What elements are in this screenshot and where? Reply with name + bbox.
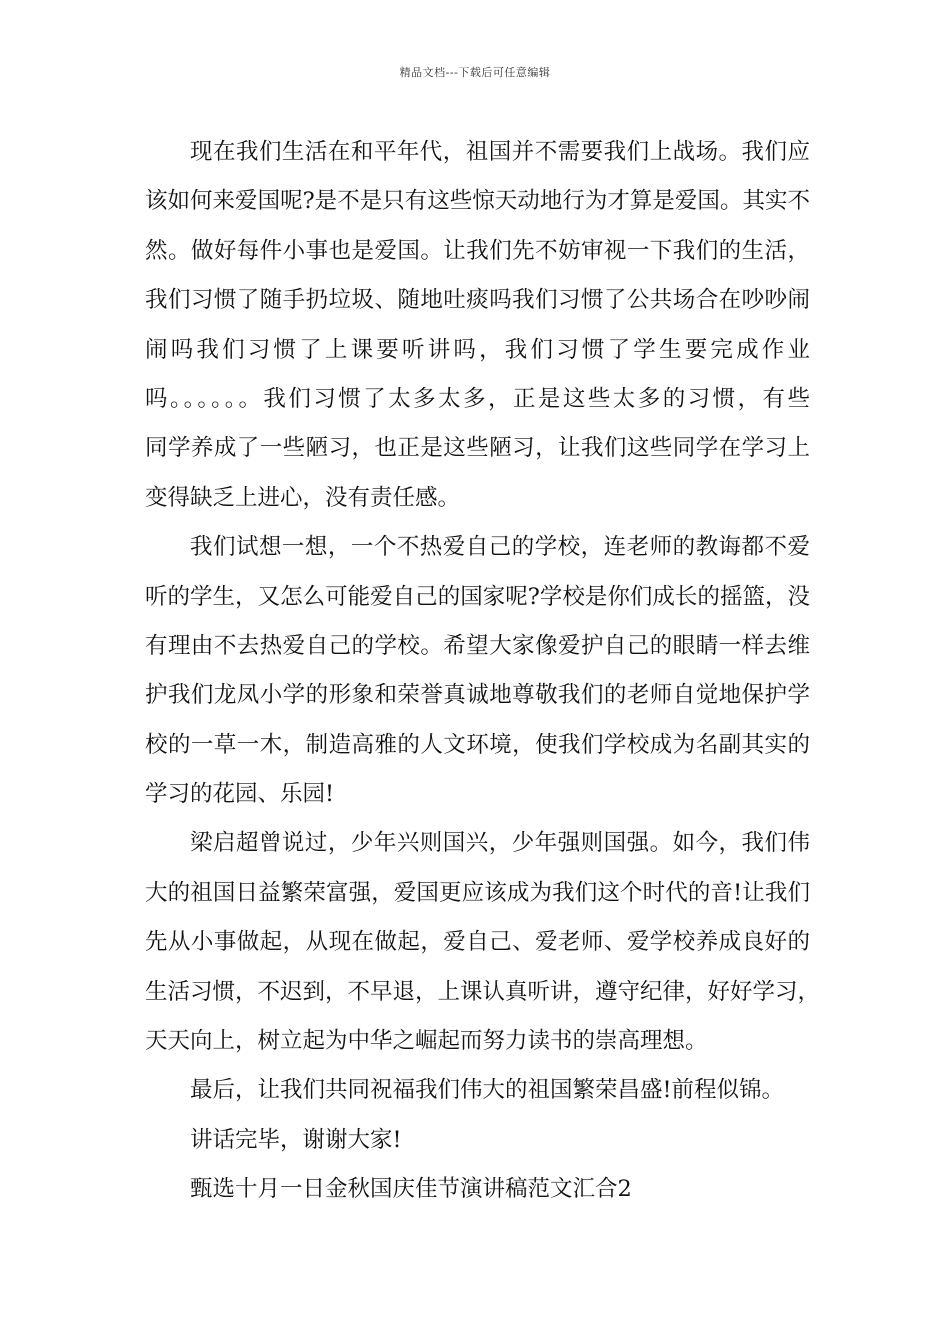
text-line: 听的学生，又怎么可能爱自己的国家呢?学校是你们成长的摇篮，没 <box>145 583 810 610</box>
text-line: 该如何来爱国呢?是不是只有这些惊天动地行为才算是爱国。其实不 <box>145 188 810 215</box>
paragraph <box>145 523 810 819</box>
text-line: 梁启超曾说过，少年兴则国兴，少年强则国强。如今，我们伟 <box>190 830 810 857</box>
text-line: 大的祖国日益繁荣富强，爱国更应该成为我们这个时代的音!让我们 <box>145 879 810 906</box>
text-line: 吗。。。。。。我们习惯了太多太多，正是这些太多的习惯，有些 <box>145 385 810 412</box>
text-line: 有理由不去热爱自己的学校。希望大家像爱护自己的眼睛一样去维 <box>145 632 810 659</box>
text-line: 天天向上，树立起为中华之崛起而努力读书的崇高理想。 <box>145 1028 708 1055</box>
text-line: 我们试想一想，一个不热爱自己的学校，连老师的教诲都不爱 <box>190 534 810 561</box>
text-line: 生活习惯，不迟到，不早退，上课认真听讲，遵守纪律，好好学习， <box>145 978 821 1005</box>
paragraph <box>145 128 810 523</box>
text-line: 学习的花园、乐园! <box>145 781 335 808</box>
text-line: 校的一草一木，制造高雅的人文环境，使我们学校成为名副其实的 <box>145 731 810 758</box>
paragraph <box>145 819 821 1066</box>
text-line: 最后，让我们共同祝福我们伟大的祖国繁荣昌盛!前程似锦。 <box>190 1077 785 1104</box>
text-line: 同学养成了一些陋习，也正是这些陋习，让我们这些同学在学习上 <box>145 435 810 462</box>
page-header: 精品文档---下载后可任意编辑 <box>399 66 551 79</box>
paragraph <box>145 1116 810 1165</box>
text-line: 变得缺乏上进心，没有责任感。 <box>145 484 461 511</box>
document-body <box>145 128 821 1215</box>
text-line: 护我们龙凤小学的形象和荣誉真诚地尊敬我们的老师自觉地保护学 <box>145 682 810 709</box>
section-heading <box>145 1165 810 1214</box>
text-line: 先从小事做起，从现在做起，爱自己、爱老师、爱学校养成良好的 <box>145 929 810 956</box>
text-line: 然。做好每件小事也是爱国。让我们先不妨审视一下我们的生活， <box>145 237 810 264</box>
paragraph <box>145 1066 810 1115</box>
text-line: 闹吗我们习惯了上课要听讲吗，我们习惯了学生要完成作业 <box>145 336 810 363</box>
text-line: 现在我们生活在和平年代，祖国并不需要我们上战场。我们应 <box>190 139 810 165</box>
text-line: 甄选十月一日金秋国庆佳节演讲稿范文汇合2 <box>190 1176 632 1203</box>
text-line: 我们习惯了随手扔垃圾、随地吐痰吗我们习惯了公共场合在吵吵闹 <box>145 287 810 314</box>
text-line: 讲话完毕，谢谢大家! <box>190 1126 402 1153</box>
